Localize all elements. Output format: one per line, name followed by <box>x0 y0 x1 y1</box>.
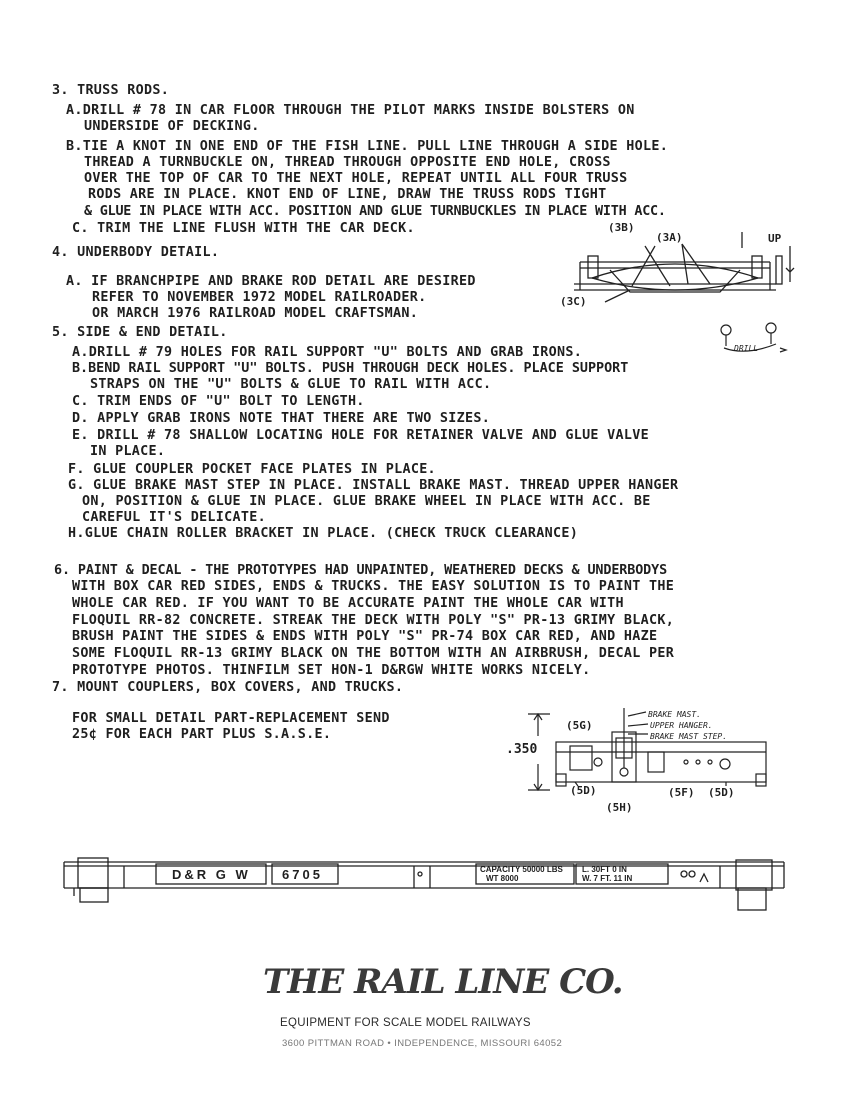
label-5d-right: (5D) <box>708 786 735 799</box>
label-5f: (5F) <box>668 786 695 799</box>
section-6-line: WHOLE CAR RED. IF YOU WANT TO BE ACCURATE PAINT THE WHOLE CAR WITH <box>72 596 624 611</box>
section-5-heading: 5. SIDE & END DETAIL. <box>52 325 228 340</box>
car-side-elevation <box>60 852 790 912</box>
section-3-line: & GLUE IN PLACE WITH ACC. POSITION AND GLUE TURNBUCKLES IN PLACE WITH ACC. <box>84 204 666 219</box>
section-6-line: FLOQUIL RR-82 CONCRETE. STREAK THE DECK WITH POLY "S" PR-13 GRIMY BLACK, <box>72 613 675 628</box>
capacity-stencil: CAPACITY 50000 LBS <box>480 865 563 874</box>
section-4-line: A. IF BRANCHPIPE AND BRAKE ROD DETAIL ARE DESIRED <box>66 274 476 289</box>
label-3c: (3C) <box>560 295 587 308</box>
section-4-line: OR MARCH 1976 RAILROAD MODEL CRAFTSMAN. <box>92 306 419 321</box>
company-tagline: EQUIPMENT FOR SCALE MODEL RAILWAYS <box>280 1017 531 1029</box>
section-3-line: UNDERSIDE OF DECKING. <box>84 119 260 134</box>
section-5-line: ON, POSITION & GLUE IN PLACE. GLUE BRAKE WHEEL IN PLACE WITH ACC. BE <box>82 494 651 509</box>
section-5-line: D. APPLY GRAB IRONS NOTE THAT THERE ARE TWO SIZES. <box>72 411 491 426</box>
upper-hanger-label: UPPER HANGER. <box>650 721 713 730</box>
section-3-line: THREAD A TURNBUCKLE ON, THREAD THROUGH OPPOSITE END HOLE, CROSS <box>84 155 611 170</box>
replacement-note: 25¢ FOR EACH PART PLUS S.A.S.E. <box>72 727 332 742</box>
section-3-line: RODS ARE IN PLACE. KNOT END OF LINE, DRAW THE TRUSS RODS TIGHT <box>88 187 607 202</box>
section-3-line: B.TIE A KNOT IN ONE END OF THE FISH LINE. PULL LINE THROUGH A SIDE HOLE. <box>66 139 669 154</box>
section-3-line: A.DRILL # 78 IN CAR FLOOR THROUGH THE PILOT MARKS INSIDE BOLSTERS ON <box>66 103 635 118</box>
reporting-mark: D&R G W <box>172 867 251 882</box>
width-stencil: W. 7 FT. 11 IN <box>582 874 633 883</box>
drill-sketch <box>716 322 796 362</box>
brake-mast-label: BRAKE MAST. <box>648 710 701 719</box>
replacement-note: FOR SMALL DETAIL PART-REPLACEMENT SEND <box>72 711 390 726</box>
section-5-line: H.GLUE CHAIN ROLLER BRACKET IN PLACE. (CHECK TRUCK CLEARANCE) <box>68 526 579 541</box>
label-5d-left: (5D) <box>570 784 597 797</box>
label-5h: (5H) <box>606 801 633 814</box>
section-6-line: SOME FLOQUIL RR-13 GRIMY BLACK ON THE BOTTOM WITH AN AIRBRUSH, DECAL PER <box>72 646 675 661</box>
section-6-line: 6. PAINT & DECAL - THE PROTOTYPES HAD UNPAINTED, WEATHERED DECKS & UNDERBODYS <box>54 563 668 578</box>
label-3b: (3B) <box>608 221 635 234</box>
section-5-line: G. GLUE BRAKE MAST STEP IN PLACE. INSTALL BRAKE MAST. THREAD UPPER HANGER <box>68 478 679 493</box>
truss-rod-diagram <box>570 226 800 316</box>
section-5-line: CAREFUL IT'S DELICATE. <box>82 510 266 525</box>
section-5-line: E. DRILL # 78 SHALLOW LOCATING HOLE FOR RETAINER VALVE AND GLUE VALVE <box>72 428 649 443</box>
length-stencil: L. 30FT 0 IN <box>582 865 627 874</box>
section-3-line: OVER THE TOP OF CAR TO THE NEXT HOLE, REPEAT UNTIL ALL FOUR TRUSS <box>84 171 628 186</box>
section-4-heading: 4. UNDERBODY DETAIL. <box>52 245 220 260</box>
car-number: 6705 <box>282 867 323 882</box>
section-6-line: BRUSH PAINT THE SIDES & ENDS WITH POLY "S" PR-74 BOX CAR RED, AND HAZE <box>72 629 658 644</box>
section-7-line: 7. MOUNT COUPLERS, BOX COVERS, AND TRUCKS. <box>52 680 404 695</box>
section-5-line: IN PLACE. <box>90 444 166 459</box>
company-logo: THE RAIL LINE CO. <box>263 962 623 1002</box>
section-3-heading: 3. TRUSS RODS. <box>52 83 170 98</box>
brake-mast-step-label: BRAKE MAST STEP. <box>650 732 728 741</box>
section-5-line: B.BEND RAIL SUPPORT "U" BOLTS. PUSH THROUGH DECK HOLES. PLACE SUPPORT <box>72 361 629 376</box>
drill-label: DRILL <box>734 344 759 353</box>
dimension-350: .350 <box>506 742 538 757</box>
label-up: UP <box>768 232 782 245</box>
section-5-line: F. GLUE COUPLER POCKET FACE PLATES IN PLACE. <box>68 462 436 477</box>
company-address: 3600 PITTMAN ROAD • INDEPENDENCE, MISSOURI 64052 <box>282 1038 563 1049</box>
section-6-line: PROTOTYPE PHOTOS. THINFILM SET HON-1 D&RGW WHITE WORKS NICELY. <box>72 663 591 678</box>
label-3a: (3A) <box>656 231 683 244</box>
section-5-line: A.DRILL # 79 HOLES FOR RAIL SUPPORT "U" BOLTS AND GRAB IRONS. <box>72 345 583 360</box>
label-5g: (5G) <box>566 719 593 732</box>
section-3-line: C. TRIM THE LINE FLUSH WITH THE CAR DECK. <box>72 221 415 236</box>
section-4-line: REFER TO NOVEMBER 1972 MODEL RAILROADER. <box>92 290 427 305</box>
section-5-line: STRAPS ON THE "U" BOLTS & GLUE TO RAIL WITH ACC. <box>90 377 492 392</box>
section-6-line: WITH BOX CAR RED SIDES, ENDS & TRUCKS. THE EASY SOLUTION IS TO PAINT THE <box>72 579 675 594</box>
section-5-line: C. TRIM ENDS OF "U" BOLT TO LENGTH. <box>72 394 365 409</box>
weight-stencil: WT 8000 <box>486 874 519 883</box>
